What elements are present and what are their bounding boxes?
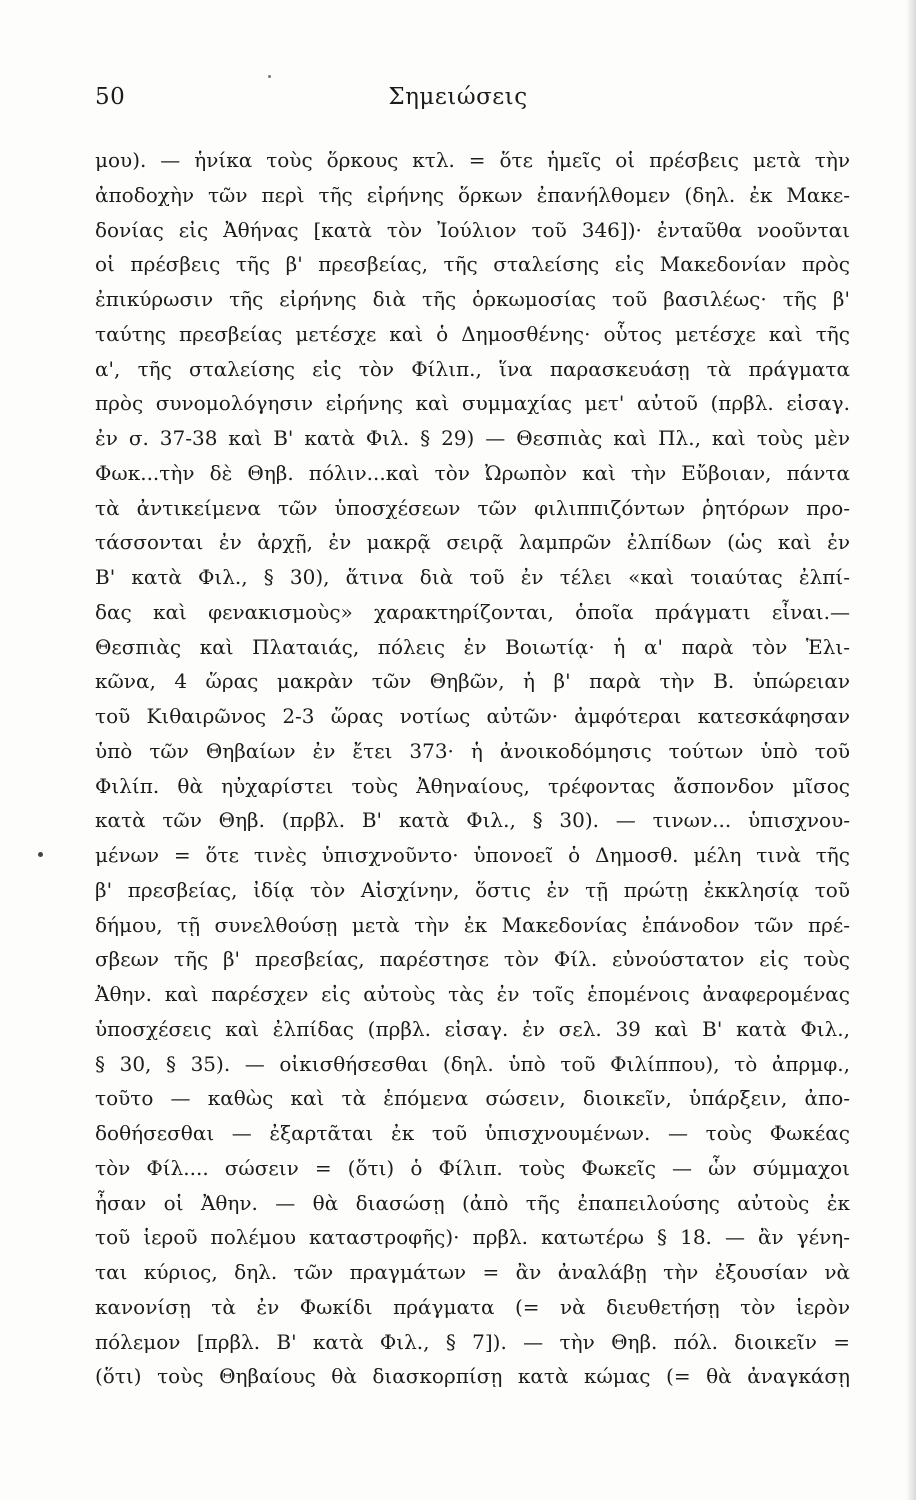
text-line: ταύτης πρεσβείας μετέσχε καὶ ὁ Δημοσθένης· οὗτος μετέσχε καὶ τῆς: [95, 321, 850, 346]
running-title: Σημειώσεις: [388, 84, 528, 110]
text-line: τάσσονται ἐν ἀρχῇ, ἐν μακρᾷ σειρᾷ λαμπρῶν ἐλπίδων (ὡς καὶ ἐν: [95, 530, 850, 555]
text-line: πρὸς συνομολόγησιν εἰρήνης καὶ συμμαχίας μετ' αὐτοῦ (πρβλ. εἰσαγ.: [95, 391, 850, 416]
text-line: δοθήσεσθαι — ἐξαρτᾶται ἐκ τοῦ ὑπισχνουμένων. — τοὺς Φωκέας: [95, 1121, 850, 1145]
text-line: κανονίσῃ τὰ ἐν Φωκίδι πράγματα (= νὰ διευθετήσῃ τὸν ἱερὸν: [95, 1294, 850, 1319]
text-line: β' πρεσβείας, ἰδίᾳ τὸν Αἰσχίνην, ὅστις ἐν τῇ πρώτῃ ἐκκλησίᾳ τοῦ: [95, 877, 850, 902]
text-line: Β' κατὰ Φιλ., § 30), ἅτινα διὰ τοῦ ἐν τέλει «καὶ τοιαύτας ἐλπί-: [95, 565, 850, 589]
text-line: μου). — ἡνίκα τοὺς ὅρκους κτλ. = ὅτε ἡμεῖς οἱ πρέσβεις μετὰ τὴν: [95, 148, 850, 172]
text-line: ἀποδοχὴν τῶν περὶ τῆς εἰρήνης ὅρκων ἐπανήλθομεν (δηλ. ἐκ Μακε-: [95, 182, 850, 207]
page-number: 50: [95, 84, 126, 110]
text-line: ἦσαν οἱ Ἀθην. — θὰ διασώσῃ (ἀπὸ τῆς ἐπαπειλούσης αὐτοὺς ἐκ: [95, 1190, 850, 1215]
text-line: (ὅτι) τοὺς Θηβαίους θὰ διασκορπίσῃ κατὰ κώμας (= θὰ ἀναγκάσῃ: [95, 1364, 850, 1389]
text-line: ἐπικύρωσιν τῆς εἰρήνης διὰ τῆς ὁρκωμοσίας τοῦ βασιλέως· τῆς β': [95, 287, 850, 311]
text-line: μένων = ὅτε τινὲς ὑπισχνοῦντο· ὑπονοεῖ ὁ Δημοσθ. μέλη τινὰ τῆς: [95, 843, 850, 867]
text-line: πόλεμον [πρβλ. Β' κατὰ Φιλ., § 7]). — τὴν Θηβ. πόλ. διοικεῖν =: [95, 1329, 850, 1354]
text-line: τοῦτο — καθὼς καὶ τὰ ἑπόμενα σώσειν, διοικεῖν, ὑπάρξειν, ἀπο-: [95, 1086, 850, 1111]
text-line: δήμου, τῇ συνελθούσῃ μετὰ τὴν ἐκ Μακεδονίας ἐπάνοδον τῶν πρέ-: [95, 912, 850, 937]
body-text: [95, 143, 850, 1394]
text-line: ὑπὸ τῶν Θηβαίων ἐν ἔτει 373· ἡ ἀνοικοδόμησις τούτων ὑπὸ τοῦ: [95, 738, 850, 763]
text-line: Ἀθην. καὶ παρέσχεν εἰς αὐτοὺς τὰς ἐν τοῖς ἑπομένοις ἀναφερομένας: [95, 982, 850, 1006]
text-line: Φιλίπ. θὰ ηὐχαρίστει τοὺς Ἀθηναίους, τρέφοντας ἄσπονδον μῖσος: [95, 773, 850, 798]
text-line: οἱ πρέσβεις τῆς β' πρεσβείας, τῆς σταλείσης εἰς Μακεδονίαν πρὸς: [95, 252, 850, 277]
text-line: § 30, § 35). — οἰκισθήσεσθαι (δηλ. ὑπὸ τοῦ Φιλίππου), τὸ ἀπρμφ.,: [95, 1051, 850, 1076]
text-line: ἐν σ. 37-38 καὶ Β' κατὰ Φιλ. § 29) — Θεσπιὰς καὶ Πλ., καὶ τοὺς μὲν: [95, 426, 850, 450]
print-speck: [268, 75, 271, 78]
margin-dot: [38, 852, 43, 857]
text-line: δονίας εἰς Ἀθήνας [κατὰ τὸν Ἰούλιον τοῦ 346])· ἐνταῦθα νοοῦνται: [95, 217, 850, 242]
text-line: Θεσπιὰς καὶ Πλαταιάς, πόλεις ἐν Βοιωτίᾳ· ἡ α' παρὰ τὸν Ἑλι-: [95, 634, 850, 659]
text-line: α', τῆς σταλείσης εἰς τὸν Φίλιπ., ἵνα παρασκευάσῃ τὰ πράγματα: [95, 356, 850, 381]
page-edge-shadow: [906, 0, 916, 1500]
text-line: Φωκ...τὴν δὲ Θηβ. πόλιν...καὶ τὸν Ὠρωπὸν καὶ τὴν Εὔβοιαν, πάντα: [95, 460, 850, 485]
text-line: τοῦ ἱεροῦ πολέμου καταστροφῆς)· πρβλ. κατωτέρω § 18. — ἂν γένη-: [95, 1225, 850, 1250]
text-line: δας καὶ φενακισμοὺς» χαρακτηρίζονται, ὁποῖα πράγματι εἶναι.—: [95, 599, 850, 624]
text-line: ὑποσχέσεις καὶ ἐλπίδας (πρβλ. εἰσαγ. ἐν σελ. 39 καὶ Β' κατὰ Φιλ.,: [95, 1016, 850, 1041]
text-line: κῶνα, 4 ὥρας μακρὰν τῶν Θηβῶν, ἡ β' παρὰ τὴν Β. ὑπώρειαν: [95, 669, 850, 694]
text-line: τοῦ Κιθαιρῶνος 2-3 ὥρας νοτίως αὐτῶν· ἀμφότεραι κατεσκάφησαν: [95, 704, 850, 728]
text-line: τὸν Φίλ.... σώσειν = (ὅτι) ὁ Φίλιπ. τοὺς Φωκεῖς — ὧν σύμμαχοι: [95, 1155, 850, 1180]
text-line: σβεων τῆς β' πρεσβείας, παρέστησε τὸν Φίλ. εὐνούστατον εἰς τοὺς: [95, 947, 850, 972]
text-line: κατὰ τῶν Θηβ. (πρβλ. Β' κατὰ Φιλ., § 30). — τινων... ὑπισχνου-: [95, 808, 850, 833]
text-line: τὰ ἀντικείμενα τῶν ὑποσχέσεων τῶν φιλιππιζόντων ῥητόρων προ-: [95, 495, 850, 520]
text-line: ται κύριος, δηλ. τῶν πραγμάτων = ἂν ἀναλάβῃ τὴν ἐξουσίαν νὰ: [95, 1260, 850, 1284]
